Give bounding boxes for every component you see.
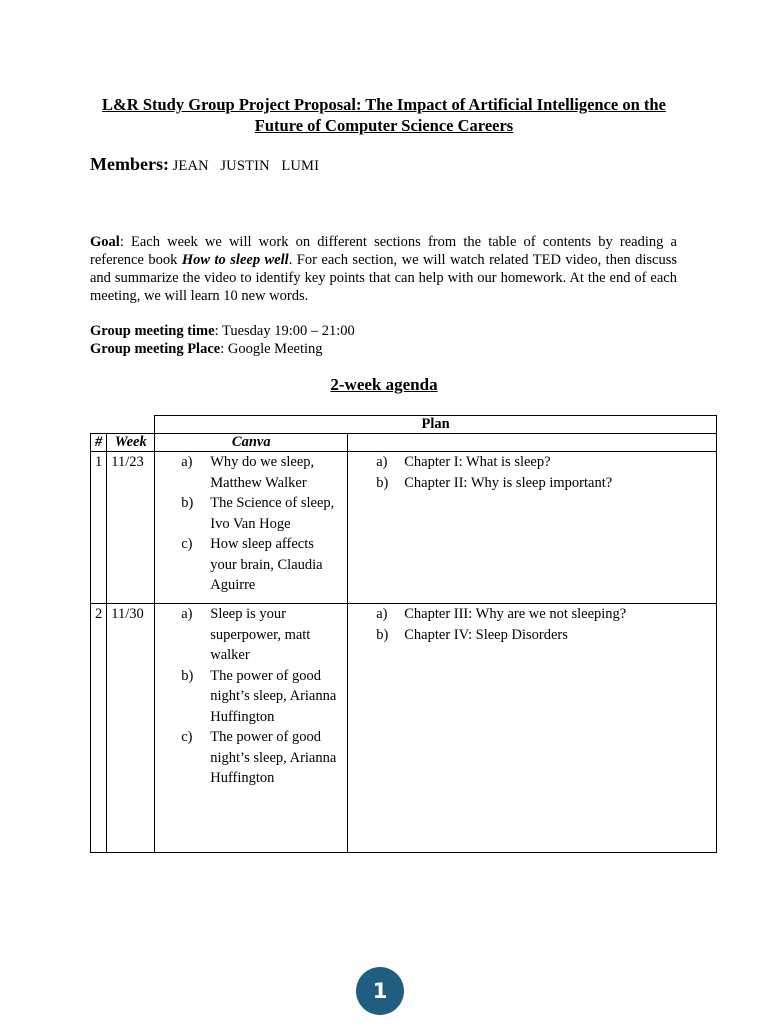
- canva-cell: [155, 604, 348, 853]
- list-item: [181, 452, 343, 493]
- video-title: The power of good night’s sleep, Arianna Huffington: [210, 729, 337, 786]
- goal-paragraph: [90, 233, 677, 305]
- list-item: [181, 493, 343, 534]
- list-marker: b): [181, 667, 194, 684]
- list-item: [376, 604, 712, 625]
- list-marker: b): [376, 474, 389, 491]
- meeting-place-value: : Google Meeting: [220, 341, 323, 357]
- plan-header-row: [91, 416, 717, 434]
- chapter-title: Chapter I: What is sleep?: [404, 454, 551, 470]
- reading-column-header: [348, 434, 717, 452]
- empty-corner-cell: [107, 416, 155, 434]
- table-row: [91, 604, 717, 853]
- meeting-time-value: : Tuesday 19:00 – 21:00: [214, 323, 355, 339]
- list-item: [181, 666, 343, 728]
- meeting-time-line: [90, 322, 355, 340]
- list-item: [181, 727, 343, 789]
- list-item: [376, 473, 712, 494]
- list-marker: c): [181, 536, 193, 552]
- agenda-table: [90, 415, 717, 853]
- row-week: 11/23: [107, 452, 155, 604]
- goal-text-part-2: . For each section, we will watch related TED video, then discuss and summarize the video to identify key points that can help with our homework. At the end of each meeting, we will learn 10 new words.: [90, 252, 678, 304]
- plan-header: Plan: [155, 416, 717, 434]
- meeting-place-line: [90, 340, 355, 358]
- chapter-title: Chapter II: Why is sleep important?: [404, 474, 613, 491]
- video-title: Sleep is your superpower, matt walker: [210, 606, 311, 663]
- goal-text-part-1: : Each week we will work on different sections from the table of contents by reading a reference book: [90, 234, 677, 268]
- reference-book-title: How to sleep well: [181, 252, 289, 268]
- list-marker: a): [376, 606, 388, 622]
- page-number-badge: 1: [356, 967, 404, 1015]
- video-title: Why do we sleep, Matthew Walker: [210, 454, 315, 491]
- list-marker: a): [376, 454, 388, 470]
- list-item: [376, 452, 712, 473]
- row-week: 11/30: [107, 604, 155, 853]
- number-column-header: #: [91, 434, 107, 452]
- row-number: 1: [91, 452, 107, 604]
- document-title: L&R Study Group Project Proposal: The Impact of Artificial Intelligence on the Future of Computer Science Careers: [102, 95, 666, 135]
- goal-label: Goal: [90, 234, 120, 250]
- meeting-place-label: Group meeting Place: [90, 341, 221, 357]
- list-item: [376, 625, 712, 646]
- plan-cell: [348, 604, 717, 853]
- list-marker: b): [181, 495, 194, 511]
- list-marker: a): [181, 454, 193, 470]
- plan-cell: [348, 452, 717, 604]
- meeting-time-label: Group meeting time: [90, 323, 215, 339]
- chapter-title: Chapter IV: Sleep Disorders: [404, 626, 568, 643]
- canva-column-header: Canva: [155, 434, 348, 452]
- members-line: [90, 155, 319, 175]
- canva-list: [159, 604, 343, 789]
- week-column-header: Week: [107, 434, 155, 452]
- table-row: [91, 452, 717, 604]
- video-title: The Science of sleep, Ivo Van Hoge: [210, 495, 335, 532]
- chapter-title: Chapter III: Why are we not sleeping?: [404, 606, 627, 622]
- list-marker: c): [181, 729, 193, 745]
- column-header-row: [91, 434, 717, 452]
- list-item: [181, 604, 343, 666]
- agenda-title: 2-week agenda: [330, 375, 438, 394]
- plan-list: [352, 452, 712, 493]
- empty-corner-cell: [91, 416, 107, 434]
- video-title: How sleep affects your brain, Claudia Aguirre: [210, 536, 323, 593]
- plan-list: [352, 604, 712, 645]
- video-title: The power of good night’s sleep, Arianna Huffington: [210, 667, 337, 725]
- list-item: [181, 534, 343, 596]
- list-marker: a): [181, 606, 193, 622]
- canva-cell: [155, 452, 348, 604]
- meeting-info: [90, 322, 355, 358]
- members-names: JEAN JUSTIN LUMI: [172, 158, 320, 174]
- list-marker: b): [376, 626, 389, 643]
- row-number: 2: [91, 604, 107, 853]
- members-label: Members:: [90, 154, 169, 174]
- canva-list: [159, 452, 343, 596]
